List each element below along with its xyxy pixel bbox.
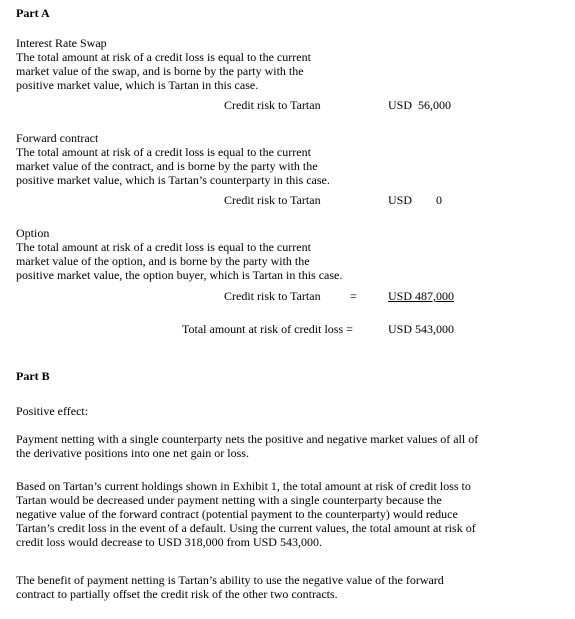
swap-credit-risk-value: USD 56,000 [388, 98, 452, 112]
option-text-line: market value of the option, and is borne by the party with the [16, 254, 310, 268]
forward-credit-risk-label: Credit risk to Tartan [224, 193, 321, 207]
swap-text-line: positive market value, which is Tartan in this case. [16, 78, 259, 92]
option-text-line: The total amount at risk of a credit loss is equal to the current [16, 240, 311, 254]
netting-paragraph-2 [16, 479, 561, 549]
total-credit-loss-value: USD 543,000 [388, 322, 455, 336]
netting-paragraph-3 [16, 573, 561, 601]
paragraph-line: Payment netting with a single counterparty nets the positive and negative market values of all of [16, 432, 479, 446]
forward-text-line: market value of the contract, and is borne by the party with the [16, 159, 318, 173]
forward-text-line: The total amount at risk of a credit loss is equal to the current [16, 145, 311, 159]
swap-text-line: The total amount at risk of a credit loss is equal to the current [16, 50, 311, 64]
swap-credit-risk-label: Credit risk to Tartan [224, 98, 321, 112]
paragraph-line: contract to partially offset the credit risk of the other two contracts. [16, 587, 338, 601]
swap-section [16, 36, 561, 92]
paragraph-line: the derivative positions into one net gain or loss. [16, 446, 249, 460]
positive-effect-heading: Positive effect: [16, 404, 89, 418]
option-title: Option [16, 226, 50, 240]
swap-title: Interest Rate Swap [16, 36, 107, 50]
paragraph-line: Tartan’s credit loss in the event of a default. Using the current values, the total amount at risk of [16, 521, 476, 535]
option-equals-sign: = [350, 289, 357, 303]
option-text-line: positive market value, the option buyer, which is Tartan in this case. [16, 268, 343, 282]
forward-section [16, 131, 561, 187]
part-b-heading: Part B [16, 369, 50, 383]
forward-text-line: positive market value, which is Tartan’s counterparty in this case. [16, 173, 330, 187]
part-a-heading: Part A [16, 6, 50, 20]
paragraph-line: Tartan would be decreased under payment netting with a single counterparty because the [16, 493, 442, 507]
paragraph-line: credit loss would decrease to USD 318,000 from USD 543,000. [16, 535, 322, 549]
forward-credit-risk-currency: USD [388, 193, 413, 207]
option-section [16, 226, 561, 282]
paragraph-line: Based on Tartan’s current holdings shown in Exhibit 1, the total amount at risk of credit loss to [16, 479, 471, 493]
paragraph-line: The benefit of payment netting is Tartan’s ability to use the negative value of the forward [16, 573, 444, 587]
option-credit-risk-label: Credit risk to Tartan [224, 289, 321, 303]
swap-text-line: market value of the swap, and is borne by the party with the [16, 64, 304, 78]
forward-credit-risk-value: 0 [436, 193, 442, 207]
option-credit-risk-value: USD 487,000 [388, 289, 455, 303]
netting-paragraph-1 [16, 432, 561, 460]
forward-title: Forward contract [16, 131, 99, 145]
paragraph-line: negative value of the forward contract (potential payment to the counterparty) would reduce [16, 507, 458, 521]
total-credit-loss-label: Total amount at risk of credit loss = [182, 322, 353, 336]
